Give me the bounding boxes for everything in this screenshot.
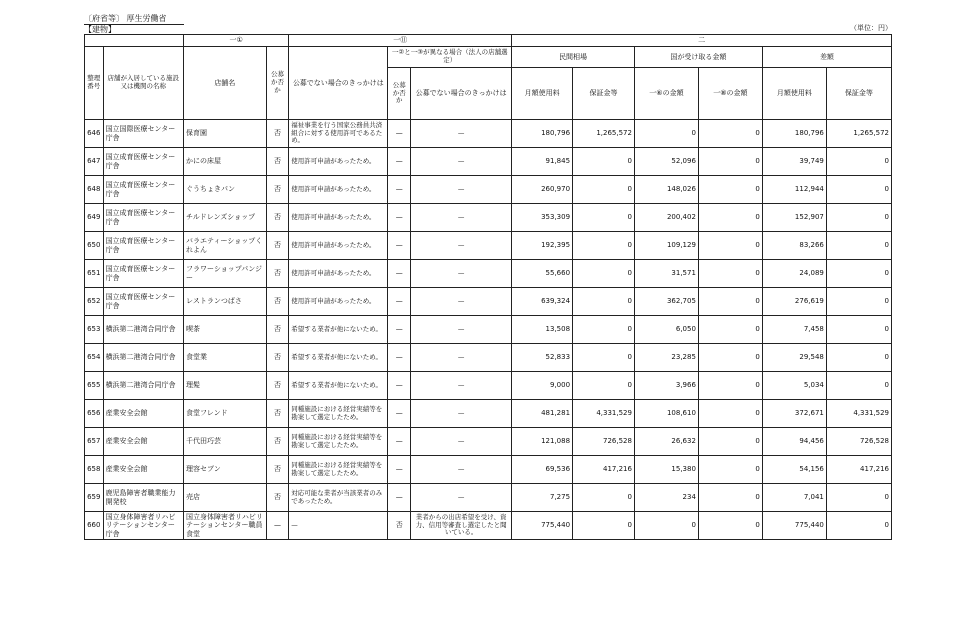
row-reason: 使用許可申請があったため。 — [289, 148, 388, 176]
row-facility: 国立身体障害者リハビリテーションセンター庁舎 — [103, 512, 183, 540]
row-public-flag: 否 — [266, 344, 289, 372]
row-diff-deposit: 0 — [826, 176, 891, 204]
row-reason-2: 業者からの出店希望を受け、資力、信用等審査し選定したと聞いている。 — [411, 512, 512, 540]
row-public-flag: 否 — [266, 204, 289, 232]
row-amt8: 0 — [698, 344, 762, 372]
header-diff-deposit: 保証金等 — [826, 68, 891, 120]
row-diff-deposit: 0 — [826, 288, 891, 316]
row-reason: — — [289, 512, 388, 540]
row-public-flag: 否 — [266, 456, 289, 484]
row-amt8: 0 — [698, 120, 762, 148]
row-rent: 91,845 — [512, 148, 573, 176]
table-row — [85, 428, 892, 456]
row-public-flag: 否 — [266, 400, 289, 428]
row-amt8: 0 — [698, 260, 762, 288]
row-deposit: 0 — [573, 232, 635, 260]
row-number: 651 — [85, 260, 104, 288]
row-amt6: 362,705 — [634, 288, 698, 316]
table-row — [85, 260, 892, 288]
header-facility: 店舗が入居している施設又は機関の名称 — [103, 47, 183, 120]
row-amt8: 0 — [698, 372, 762, 400]
row-reason: 使用許可申請があったため。 — [289, 288, 388, 316]
row-facility: 国立国際医療センター庁舎 — [103, 120, 183, 148]
row-public-flag: 否 — [266, 176, 289, 204]
header-public-2: 公募か否か — [388, 68, 411, 120]
row-amt6: 26,632 — [634, 428, 698, 456]
row-amt6: 234 — [634, 484, 698, 512]
row-shop: レストランつばさ — [184, 288, 267, 316]
row-amt8: 0 — [698, 456, 762, 484]
row-deposit: 0 — [573, 316, 635, 344]
row-public-flag-2: — — [388, 288, 411, 316]
property-table — [84, 34, 892, 540]
table-row — [85, 484, 892, 512]
row-number: 656 — [85, 400, 104, 428]
row-reason: 福祉事業を行う国家公務員共済組合に対する使用許可であるため。 — [289, 120, 388, 148]
row-public-flag: 否 — [266, 372, 289, 400]
row-rent: 639,324 — [512, 288, 573, 316]
row-reason-2: — — [411, 372, 512, 400]
row-public-flag-2: — — [388, 456, 411, 484]
row-public-flag-2: — — [388, 176, 411, 204]
row-reason-2: — — [411, 232, 512, 260]
row-diff-rent: 152,907 — [762, 204, 826, 232]
row-reason: 使用許可申請があったため。 — [289, 176, 388, 204]
row-public-flag-2: — — [388, 120, 411, 148]
row-facility: 産業安全会館 — [103, 428, 183, 456]
row-reason: 使用許可申請があったため。 — [289, 232, 388, 260]
row-diff-deposit: 0 — [826, 232, 891, 260]
row-facility: 横浜第二港湾合同庁舎 — [103, 344, 183, 372]
table-row — [85, 204, 892, 232]
row-amt8: 0 — [698, 400, 762, 428]
header-amt6: 一⑥の金額 — [634, 68, 698, 120]
row-diff-deposit: 4,331,529 — [826, 400, 891, 428]
row-reason: 希望する業者が他にないため。 — [289, 344, 388, 372]
row-number: 652 — [85, 288, 104, 316]
row-diff-rent: 112,944 — [762, 176, 826, 204]
row-rent: 775,440 — [512, 512, 573, 540]
row-reason-2: — — [411, 204, 512, 232]
row-diff-rent: 372,671 — [762, 400, 826, 428]
unit-label: （単位：円） — [850, 24, 892, 32]
row-rent: 13,508 — [512, 316, 573, 344]
row-shop: 千代田巧芸 — [184, 428, 267, 456]
row-reason-2: — — [411, 148, 512, 176]
row-shop: 保育園 — [184, 120, 267, 148]
row-facility: 国立成育医療センター庁舎 — [103, 148, 183, 176]
row-facility: 国立成育医療センター庁舎 — [103, 260, 183, 288]
row-shop: 食堂フレンド — [184, 400, 267, 428]
row-amt8: 0 — [698, 176, 762, 204]
header-shop: 店舗名 — [184, 47, 267, 120]
row-reason-2: — — [411, 344, 512, 372]
row-rent: 192,395 — [512, 232, 573, 260]
row-facility: 国立成育医療センター庁舎 — [103, 232, 183, 260]
row-number: 659 — [85, 484, 104, 512]
row-number: 655 — [85, 372, 104, 400]
row-reason: 使用許可申請があったため。 — [289, 260, 388, 288]
row-number: 658 — [85, 456, 104, 484]
row-deposit: 726,528 — [573, 428, 635, 456]
row-public-flag: — — [266, 512, 289, 540]
row-facility: 産業安全会館 — [103, 400, 183, 428]
row-public-flag: 否 — [266, 316, 289, 344]
row-diff-rent: 39,749 — [762, 148, 826, 176]
row-reason-2: — — [411, 484, 512, 512]
row-shop: 理容セブン — [184, 456, 267, 484]
table-row — [85, 176, 892, 204]
row-amt8: 0 — [698, 148, 762, 176]
row-amt8: 0 — [698, 428, 762, 456]
row-public-flag-2: — — [388, 484, 411, 512]
row-diff-deposit: 1,265,572 — [826, 120, 891, 148]
row-shop: 国立身体障害者リハビリテーションセンター職員食堂 — [184, 512, 267, 540]
table-row — [85, 372, 892, 400]
row-deposit: 0 — [573, 176, 635, 204]
row-diff-deposit: 0 — [826, 344, 891, 372]
row-diff-rent: 180,796 — [762, 120, 826, 148]
row-facility: 横浜第二港湾合同庁舎 — [103, 372, 183, 400]
row-public-flag: 否 — [266, 232, 289, 260]
row-amt8: 0 — [698, 484, 762, 512]
row-amt8: 0 — [698, 316, 762, 344]
row-public-flag-2: — — [388, 372, 411, 400]
row-deposit: 0 — [573, 260, 635, 288]
ministry-label: 〔府省等〕 厚生労働省 — [84, 14, 167, 23]
row-rent: 9,000 — [512, 372, 573, 400]
row-public-flag: 否 — [266, 148, 289, 176]
category-label: 【建物】 — [84, 25, 116, 34]
table-row — [85, 148, 892, 176]
row-amt6: 31,571 — [634, 260, 698, 288]
row-deposit: 0 — [573, 204, 635, 232]
row-diff-deposit: 0 — [826, 148, 891, 176]
row-amt6: 0 — [634, 120, 698, 148]
row-deposit: 417,216 — [573, 456, 635, 484]
row-number: 649 — [85, 204, 104, 232]
row-rent: 7,275 — [512, 484, 573, 512]
row-amt6: 148,026 — [634, 176, 698, 204]
row-reason-2: — — [411, 288, 512, 316]
header-public: 公募か否か — [266, 47, 289, 120]
row-facility: 鹿児島障害者職業能力開発校 — [103, 484, 183, 512]
row-amt8: 0 — [698, 232, 762, 260]
row-public-flag: 否 — [266, 260, 289, 288]
row-deposit: 1,265,572 — [573, 120, 635, 148]
row-public-flag: 否 — [266, 484, 289, 512]
row-reason-2: — — [411, 456, 512, 484]
row-public-flag-2: 否 — [388, 512, 411, 540]
table-row — [85, 512, 892, 540]
row-amt6: 3,966 — [634, 372, 698, 400]
row-facility: 国立成育医療センター庁舎 — [103, 176, 183, 204]
row-reason-2: — — [411, 120, 512, 148]
row-number: 660 — [85, 512, 104, 540]
row-diff-rent: 54,156 — [762, 456, 826, 484]
row-reason-2: — — [411, 316, 512, 344]
row-diff-deposit: 0 — [826, 316, 891, 344]
row-amt6: 6,050 — [634, 316, 698, 344]
row-public-flag-2: — — [388, 400, 411, 428]
row-rent: 55,660 — [512, 260, 573, 288]
row-reason: 対応可能な業者が当該業者のみであったため。 — [289, 484, 388, 512]
row-shop: ぐうちょきパン — [184, 176, 267, 204]
row-public-flag-2: — — [388, 428, 411, 456]
row-public-flag: 否 — [266, 120, 289, 148]
table-row — [85, 316, 892, 344]
row-number: 647 — [85, 148, 104, 176]
row-number: 650 — [85, 232, 104, 260]
row-rent: 481,281 — [512, 400, 573, 428]
row-facility: 国立成育医療センター庁舎 — [103, 204, 183, 232]
row-shop: チルドレンズショップ — [184, 204, 267, 232]
row-diff-deposit: 0 — [826, 512, 891, 540]
row-rent: 121,088 — [512, 428, 573, 456]
row-diff-rent: 775,440 — [762, 512, 826, 540]
header-deposit: 保証金等 — [573, 68, 635, 120]
row-diff-deposit: 417,216 — [826, 456, 891, 484]
row-diff-rent: 94,456 — [762, 428, 826, 456]
row-diff-rent: 5,034 — [762, 372, 826, 400]
group-header-11: 一⑪ — [289, 35, 512, 47]
table-row — [85, 456, 892, 484]
row-deposit: 0 — [573, 372, 635, 400]
table-row — [85, 232, 892, 260]
row-reason: 使用許可申請があったため。 — [289, 204, 388, 232]
row-shop: バラエティーショップくれよん — [184, 232, 267, 260]
row-diff-rent: 276,619 — [762, 288, 826, 316]
row-shop: 食堂業 — [184, 344, 267, 372]
row-diff-rent: 24,089 — [762, 260, 826, 288]
row-reason-2: — — [411, 428, 512, 456]
row-number: 654 — [85, 344, 104, 372]
row-public-flag-2: — — [388, 232, 411, 260]
row-amt8: 0 — [698, 288, 762, 316]
row-reason: 希望する業者が他にないため。 — [289, 372, 388, 400]
row-amt8: 0 — [698, 204, 762, 232]
header-seq: 整理番号 — [85, 47, 104, 120]
header-diff-rent: 月額使用料 — [762, 68, 826, 120]
row-reason-2: — — [411, 260, 512, 288]
row-rent: 353,309 — [512, 204, 573, 232]
header-rent: 月額使用料 — [512, 68, 573, 120]
row-diff-deposit: 0 — [826, 372, 891, 400]
row-amt6: 108,610 — [634, 400, 698, 428]
row-public-flag-2: — — [388, 344, 411, 372]
row-facility: 産業安全会館 — [103, 456, 183, 484]
table-row — [85, 288, 892, 316]
row-shop: 喫茶 — [184, 316, 267, 344]
row-rent: 69,536 — [512, 456, 573, 484]
blank-header — [85, 35, 184, 47]
row-public-flag-2: — — [388, 316, 411, 344]
row-amt6: 0 — [634, 512, 698, 540]
row-number: 653 — [85, 316, 104, 344]
row-reason-2: — — [411, 176, 512, 204]
row-amt6: 23,285 — [634, 344, 698, 372]
table-row — [85, 344, 892, 372]
row-reason: 同種施設における経営実績等を勘案して選定したため。 — [289, 428, 388, 456]
row-public-flag-2: — — [388, 148, 411, 176]
row-diff-deposit: 0 — [826, 260, 891, 288]
row-deposit: 0 — [573, 484, 635, 512]
table-row — [85, 400, 892, 428]
row-rent: 260,970 — [512, 176, 573, 204]
row-amt6: 200,402 — [634, 204, 698, 232]
row-public-flag: 否 — [266, 288, 289, 316]
row-rent: 180,796 — [512, 120, 573, 148]
header-country: 国が受け取る金額 — [634, 47, 762, 68]
header-gap: 差額 — [762, 47, 891, 68]
row-public-flag-2: — — [388, 260, 411, 288]
row-public-flag-2: — — [388, 204, 411, 232]
table-row — [85, 120, 892, 148]
row-diff-rent: 7,041 — [762, 484, 826, 512]
row-deposit: 0 — [573, 148, 635, 176]
row-reason: 同種施設における経営実績等を勘案して選定したため。 — [289, 456, 388, 484]
row-amt6: 52,096 — [634, 148, 698, 176]
row-deposit: 4,331,529 — [573, 400, 635, 428]
row-diff-rent: 83,266 — [762, 232, 826, 260]
row-reason-2: — — [411, 400, 512, 428]
row-diff-deposit: 0 — [826, 484, 891, 512]
row-diff-deposit: 0 — [826, 204, 891, 232]
row-reason: 同種施設における経営実績等を勘案して選定したため。 — [289, 400, 388, 428]
row-rent: 52,833 — [512, 344, 573, 372]
row-deposit: 0 — [573, 512, 635, 540]
row-number: 657 — [85, 428, 104, 456]
row-number: 646 — [85, 120, 104, 148]
row-amt8: 0 — [698, 512, 762, 540]
row-reason: 希望する業者が他にないため。 — [289, 316, 388, 344]
row-diff-rent: 7,458 — [762, 316, 826, 344]
group-header-2: 二 — [512, 35, 892, 47]
header-amt8: 一⑧の金額 — [698, 68, 762, 120]
row-facility: 国立成育医療センター庁舎 — [103, 288, 183, 316]
row-shop: 売店 — [184, 484, 267, 512]
header-reason-2: 公募でない場合のきっかけは — [411, 68, 512, 120]
row-shop: フラワーショップパンジー — [184, 260, 267, 288]
header-diff-selection: 一②と一③が異なる場合（法人の店舗選定） — [388, 47, 512, 68]
group-header-1: 一① — [184, 35, 289, 47]
header-reason: 公募でない場合のきっかけは — [289, 47, 388, 120]
row-diff-deposit: 726,528 — [826, 428, 891, 456]
row-public-flag: 否 — [266, 428, 289, 456]
row-shop: 理髪 — [184, 372, 267, 400]
row-diff-rent: 29,548 — [762, 344, 826, 372]
row-amt6: 109,129 — [634, 232, 698, 260]
row-deposit: 0 — [573, 288, 635, 316]
row-number: 648 — [85, 176, 104, 204]
row-amt6: 15,380 — [634, 456, 698, 484]
row-facility: 横浜第二港湾合同庁舎 — [103, 316, 183, 344]
row-deposit: 0 — [573, 344, 635, 372]
header-market: 民間相場 — [512, 47, 635, 68]
row-shop: かにの床屋 — [184, 148, 267, 176]
